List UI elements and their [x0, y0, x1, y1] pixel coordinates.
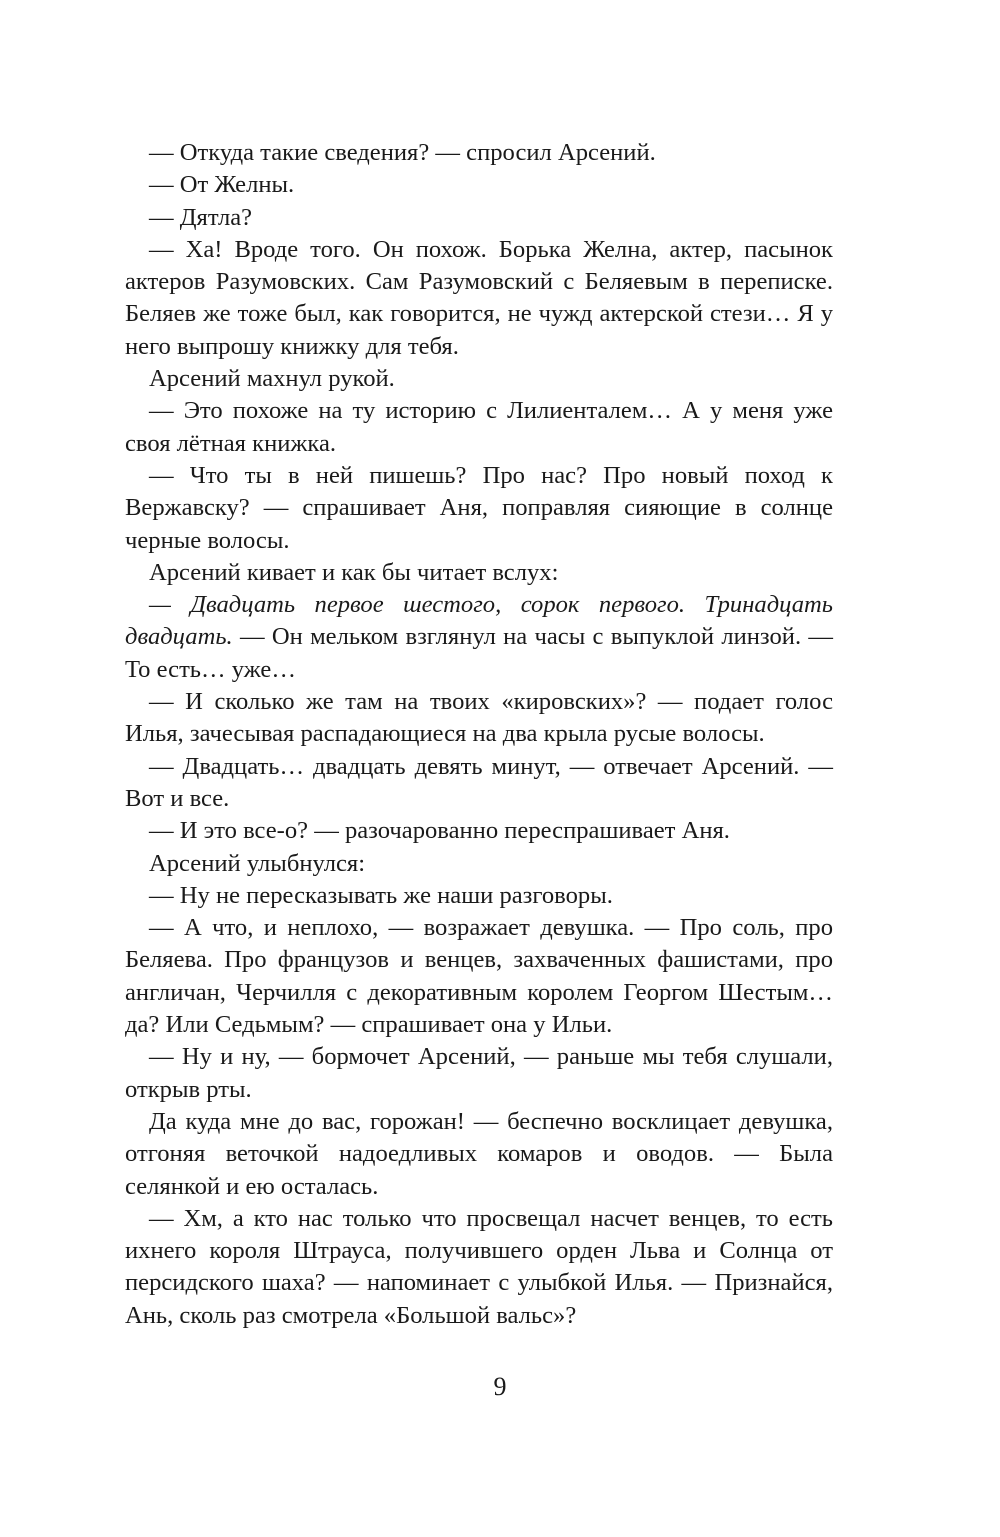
paragraph: Арсений улыбнулся:: [149, 849, 366, 877]
paragraph-mixed: [125, 589, 833, 686]
italic-diary-entry: — Двадцать первое шестого, сорок первого. Тринадцать двадцать.: [125, 591, 833, 651]
paragraph: Да куда мне до вас, горожан! — беспечно восклицает девушка, отгоняя веточкой надоедливых комаров и оводов. — Была селянкой и ею осталась.: [125, 1107, 833, 1200]
paragraph: — Что ты в ней пишешь? Про нас? Про новый поход к Вержавску? — спрашивает Аня, поправляя сияющие в солнце черные волосы.: [125, 461, 833, 554]
paragraph-rest: — Он мельком взглянул на часы с выпуклой линзой. — То есть… уже…: [125, 623, 833, 683]
paragraph: Арсений кивает и как бы читает вслух:: [149, 558, 559, 586]
paragraph: — Дятла?: [149, 203, 253, 231]
page-body: [125, 137, 833, 1332]
paragraph: — И сколько же там на твоих «кировских»? — подает голос Илья, зачесывая распадающиеся на два крыла русые волосы.: [125, 688, 833, 748]
paragraph: — Ха! Вроде того. Он похож. Борька Желна, актер, пасынок актеров Разумовских. Сам Разумовский с Беляевым в переписке. Беляев же тоже был, как говорится, не чужд актерской стези… Я у него выпрошу книжку для тебя.: [125, 235, 833, 360]
paragraph: — Двадцать… двадцать девять минут, — отвечает Арсений. — Вот и все.: [125, 752, 833, 812]
paragraph: — От Желны.: [149, 171, 295, 199]
paragraph: — Откуда такие сведения? — спросил Арсений.: [149, 139, 656, 166]
page-number: 9: [493, 1372, 507, 1401]
paragraph: — А что, и неплохо, — возражает девушка. — Про соль, про Беляева. Про французов и венцев, захваченных фашистами, про англичан, Черчилля с декоративным королем Георгом Шестым… да? Или Седьмым? — спрашивает она у Ильи.: [125, 914, 833, 1039]
paragraph: — Ну и ну, — бормочет Арсений, — раньше мы тебя слушали, открыв рты.: [125, 1043, 833, 1103]
paragraph: — Хм, а кто нас только что просвещал насчет венцев, то есть ихнего короля Штрауса, получившего орден Льва и Солнца от персидского шаха? — напоминает с улыбкой Илья. — Признайся, Ань, сколь раз смотрела «Большой вальс»?: [125, 1204, 833, 1329]
paragraph: — И это все-о? — разочарованно переспрашивает Аня.: [149, 817, 730, 845]
paragraph: Арсений махнул рукой.: [149, 365, 395, 393]
paragraph: — Ну не пересказывать же наши разговоры.: [149, 881, 613, 909]
paragraph: — Это похоже на ту историю с Лилиенталем… А у меня уже своя лётная книжка.: [125, 397, 833, 457]
